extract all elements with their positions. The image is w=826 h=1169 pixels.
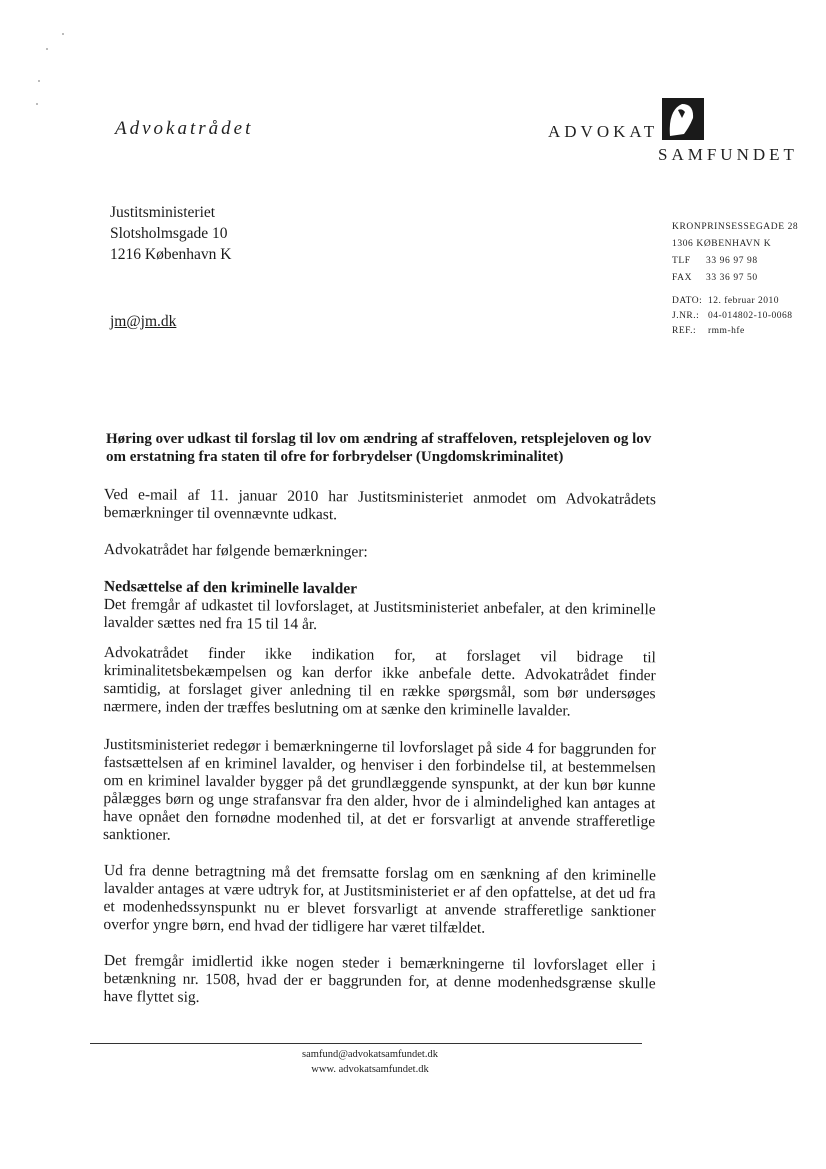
samfundet-wordmark: SAMFUNDET [658,145,798,164]
footer-divider [90,1043,642,1044]
advokat-wordmark: ADVOKAT [548,122,659,141]
date-value: 12. februar 2010 [708,296,780,306]
recipient-street: Slotsholmsgade 10 [110,225,228,242]
letter-subject: Høring over udkast til forslag til lov om ændring af straffeloven, retsplejeloven og lov om erstatning fra staten til ofre for forbrydelser (Ungdomskriminalitet) [106,431,652,465]
scan-mark [62,33,64,35]
scan-mark [38,80,40,82]
footer-website[interactable]: www. advokatsamfundet.dk [311,1064,429,1075]
letter-meta [672,294,793,339]
paragraph-maturity: Ud fra denne betragtning må det fremsatte forslag om en sænkning af den kriminelle lavalder antages at være udtryk for, at Justitsministeriet er af den opfattelse, at det ud fra et modenhedssynspunkt nu er blevet forsvarligt at anvende strafferetlige sanktioner overfor yngre børn, end hvad der tidligere har været tilfældet. [103,862,656,937]
paragraph-intro: Ved e-mail af 11. januar 2010 har Justitsministeriet anmodet om Advokatrådets bemærkninger til ovennævnte udkast. [103,486,656,524]
sender-phone [672,253,798,270]
sender-city: 1306 KØBENHAVN K [672,239,772,249]
recipient-email-link[interactable]: jm@jm.dk [110,313,177,330]
fax-value: 33 36 97 50 [706,273,758,283]
fax-label: FAX [672,273,693,283]
paragraph-betaenkning: Det fremgår imidlertid ikke nogen steder i bemærkningerne til lovforslaget eller i betænkning nr. 1508, hvad der er baggrunden for, at denne modenhedsgrænse skulle have flyttet sig. [103,952,656,1006]
phone-value: 33 96 97 98 [706,256,758,266]
phone-label: TLF [672,256,691,266]
section-block [103,578,655,637]
scan-mark [46,48,48,50]
sender-address [672,219,798,287]
jnr-label: J.NR.: [672,311,700,321]
advokatraadet-wordmark: Advokatrådet [115,118,254,139]
recipient-name: Justitsministeriet [110,204,216,221]
paragraph-remarks-lead: Advokatrådet har følgende bemærkninger: [103,541,368,561]
recipient-city: 1216 København K [110,246,232,263]
date-label: DATO: [672,296,703,306]
paragraph-ministry-reasoning: Justitsministeriet redegør i bemærkningerne til lovforslaget på side 4 for baggrunden for fastsættelsen af en kriminel lavalder, og henviser i den forbindelse til, at bestemmelsen om en kriminel lavalder bygger på det grundlæggende synspunkt, at der kun bør kunne pålægges børn og unge strafansvar fra den alder, hvor de i almindelighed kan antages at have opnået den fornødne modenhed til, at det er forsvarligt at anvende strafferetlige sanktioner. [102,736,656,844]
recipient-address [110,202,231,265]
paragraph-proposal: Det fremgår af udkastet til lovforslaget, at Justitsministeriet anbefaler, at den kriminelle lavalder sættes ned fra 15 til 14 år. [103,595,656,634]
jnr-value: 04-014802-10-0068 [708,311,793,321]
ref-label: REF.: [672,326,697,336]
ref-value: rmm-hfe [708,326,745,336]
date-row [672,294,793,309]
sender-street: KRONPRINSESSEGADE 28 [672,222,799,232]
jnr-row [672,309,793,324]
section-heading: Nedsættelse af den kriminelle lavalder [103,578,358,598]
paragraph-no-indication: Advokatrådet finder ikke indikation for, at forslaget vil bidrage til kriminalitetsbekæmpelsen og kan derfor ikke anbefale dette. Advokatrådet finder samtidig, at forslaget giver anledning til en række spørgsmål, som bør undersøges nærmere, inden der træffes beslutning om at sænke den kriminelle lavalder. [103,644,656,720]
scan-mark [36,103,38,105]
sender-fax [672,270,798,287]
footer-email[interactable]: samfund@advokatsamfundet.dk [302,1049,438,1060]
advokatsamfundet-logo-icon [660,96,706,142]
ref-row [672,324,793,339]
